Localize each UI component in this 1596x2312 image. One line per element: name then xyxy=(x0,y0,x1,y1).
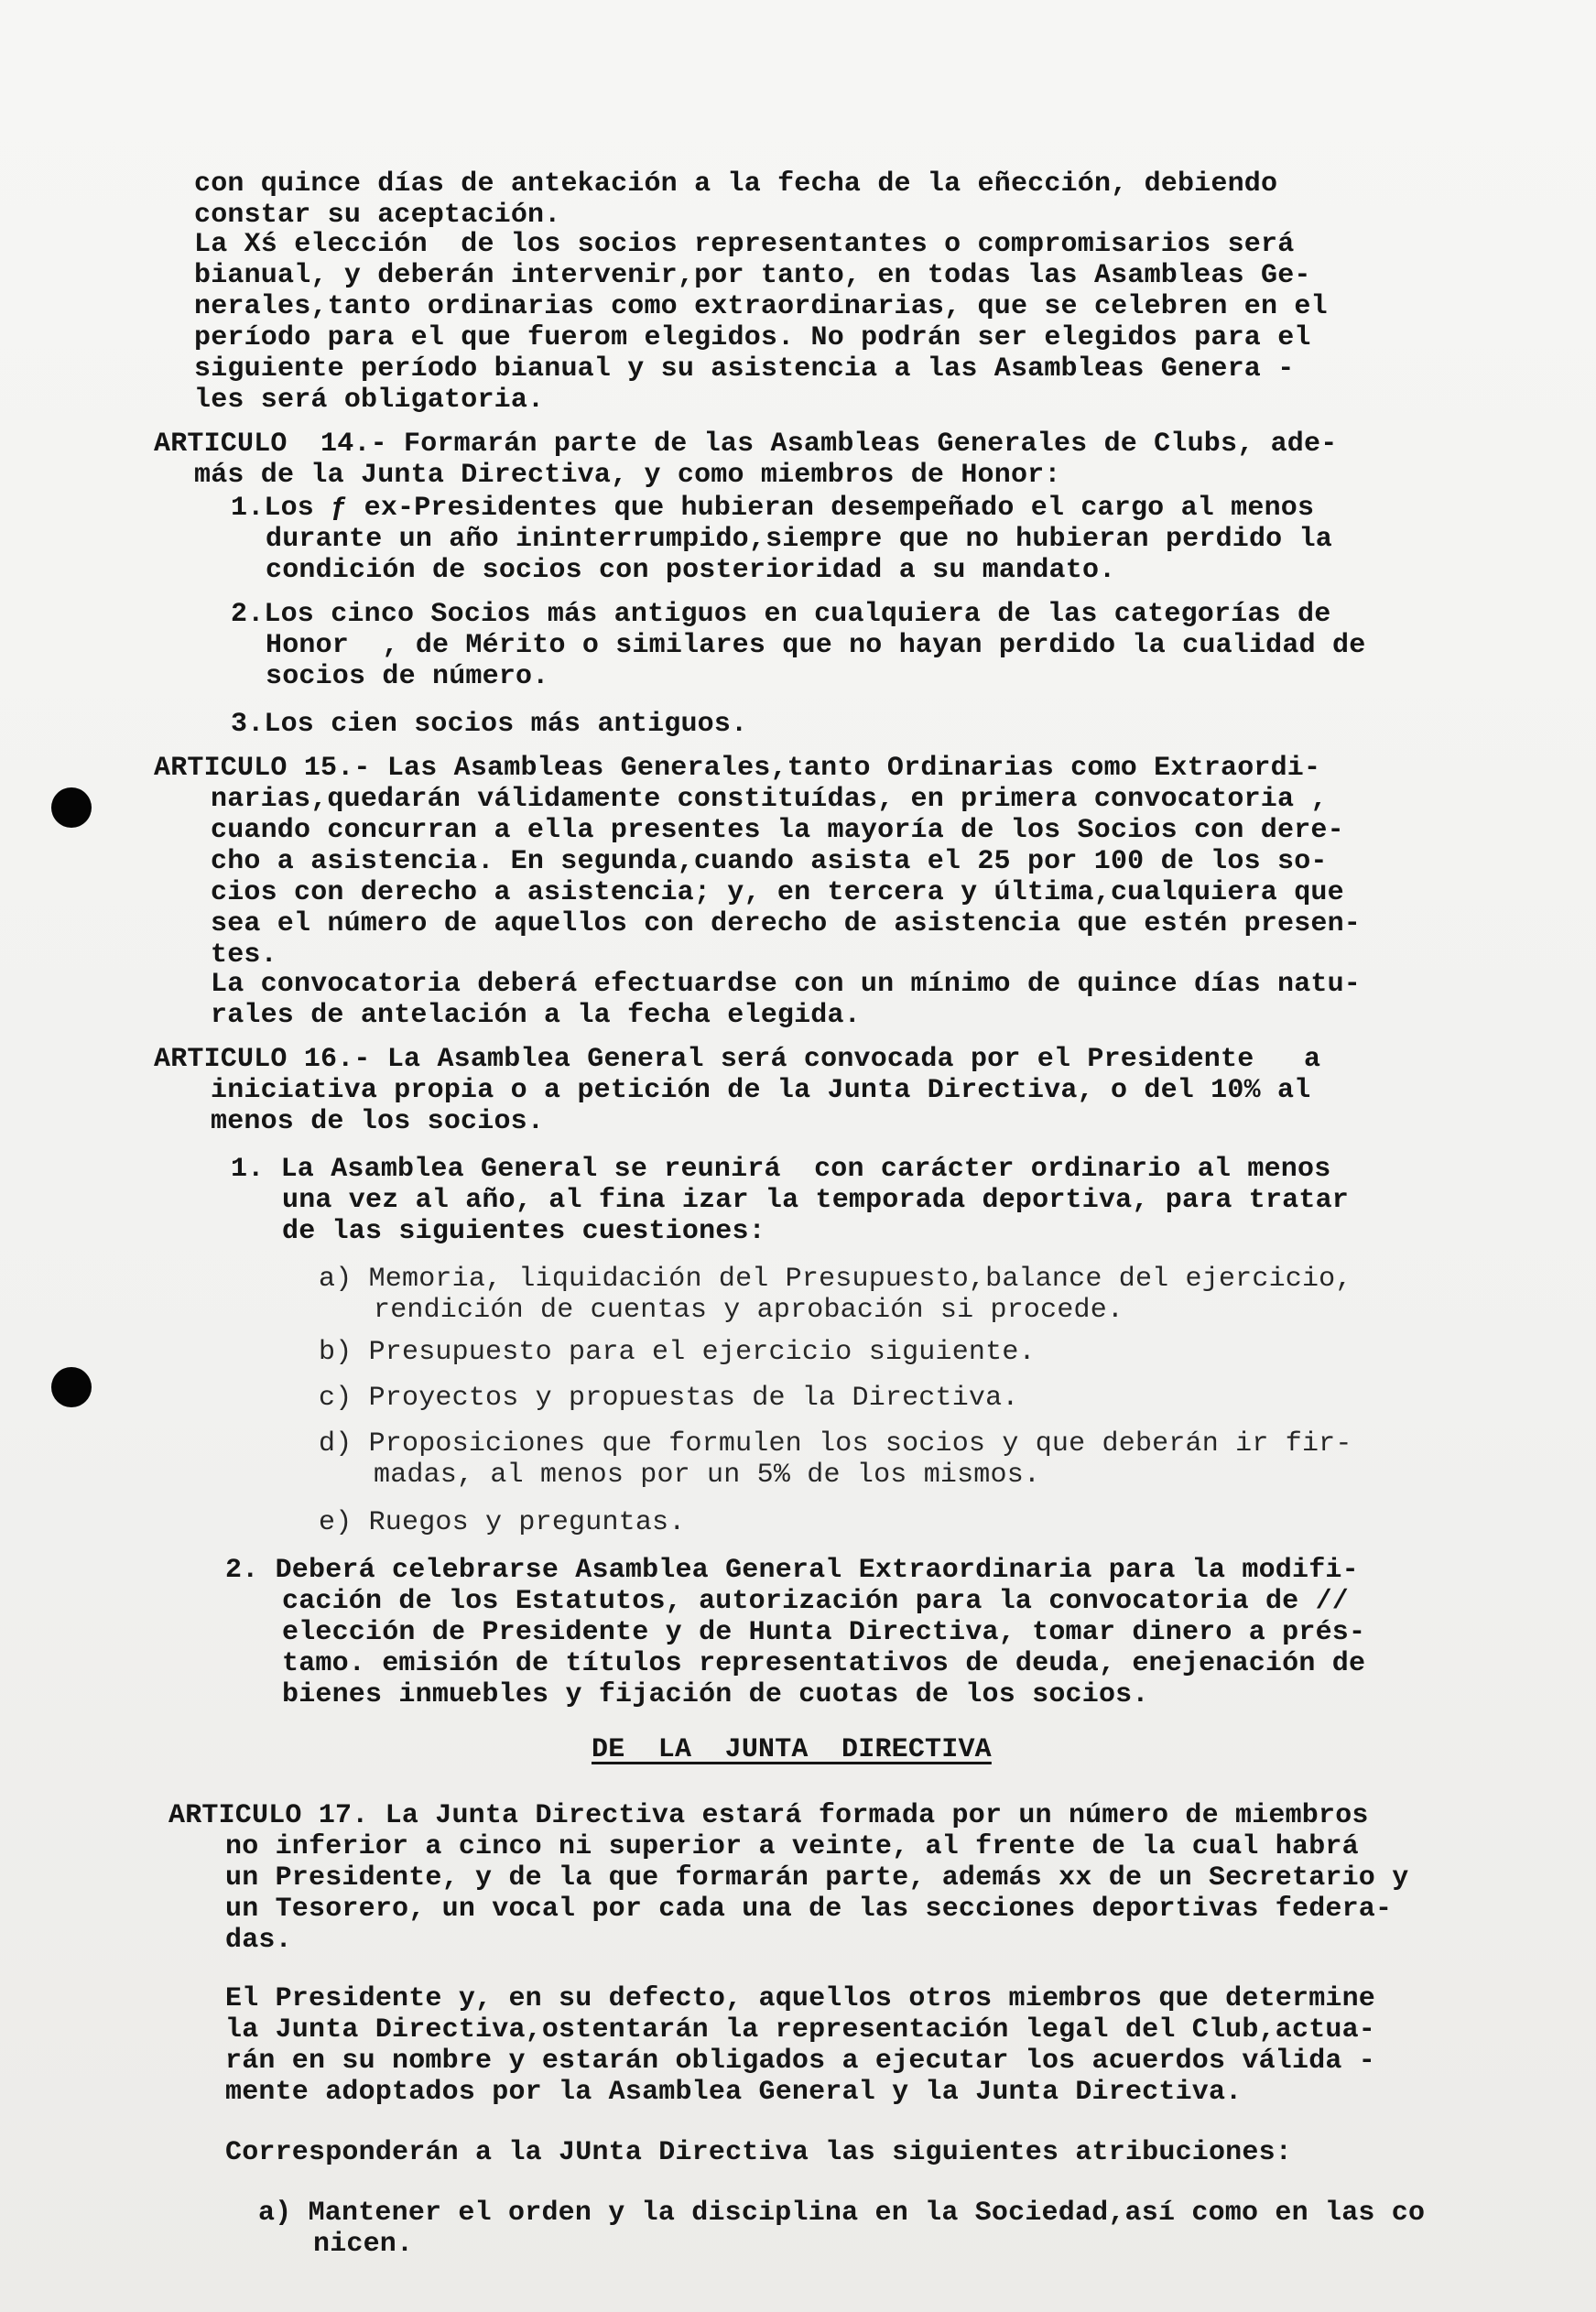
list-item: 1. La Asamblea General se reunirá con carácter ordinario al menos xyxy=(231,1154,1331,1185)
article-15-heading: ARTICULO 15.- Las Asambleas Generales,tanto Ordinarias como Extraordi- xyxy=(154,753,1321,784)
punch-hole-bottom xyxy=(51,1367,92,1407)
text-line: rales de antelación a la fecha elegida. xyxy=(211,1000,861,1031)
article-17-heading: ARTICULO 17. La Junta Directiva estará formada por un número de miembros xyxy=(168,1800,1369,1831)
text-line: tamo. emisión de títulos representativos de deuda, enejenación de xyxy=(282,1648,1366,1679)
article-14-heading: ARTICULO 14.- Formarán parte de las Asambleas Generales de Clubs, ade- xyxy=(154,429,1338,460)
text-line: bianual, y deberán intervenir,por tanto, en todas las Asambleas Ge- xyxy=(194,260,1311,291)
text-line: una vez al año, al fina izar la temporada deportiva, para tratar xyxy=(282,1185,1349,1216)
text-line: bienes inmuebles y fijación de cuotas de los socios. xyxy=(282,1679,1149,1710)
text-line: cuando concurran a ella presentes la mayoría de los Socios con dere- xyxy=(211,815,1344,846)
text-line: cación de los Estatutos, autorización para la convocatoria de // xyxy=(282,1586,1349,1617)
text-line: durante un año ininterrumpido,siempre que no hubieran perdido la xyxy=(266,524,1332,555)
text-line: les será obligatoria. xyxy=(194,385,545,416)
text-line: rán en su nombre y estarán obligados a ejecutar los acuerdos válida - xyxy=(225,2046,1376,2077)
text-line: siguiente período bianual y su asistencia a las Asambleas Genera - xyxy=(194,353,1295,385)
list-item: 1.Los ƒ ex-Presidentes que hubieran desempeñado el cargo al menos xyxy=(231,493,1315,524)
list-item: a) Memoria, liquidación del Presupuesto,balance del ejercicio, xyxy=(319,1264,1352,1295)
text-line: tes. xyxy=(211,939,277,971)
list-item: 2.Los cinco Socios más antiguos en cualquiera de las categorías de xyxy=(231,599,1331,630)
text-line: con quince días de antekación a la fecha de la eñección, debiendo xyxy=(194,168,1278,200)
text-line: mente adoptados por la Asamblea General y la Junta Directiva. xyxy=(225,2077,1243,2108)
text-line: Corresponderán a la JUnta Directiva las siguientes atribuciones: xyxy=(225,2137,1292,2168)
text-line: narias,quedarán válidamente constituídas, en primera convocatoria , xyxy=(211,784,1328,815)
list-item: e) Ruegos y preguntas. xyxy=(319,1507,686,1538)
text-line: madas, al menos por un 5% de los mismos. xyxy=(374,1460,1041,1491)
list-item: 3.Los cien socios más antiguos. xyxy=(231,709,748,740)
text-line: condición de socios con posterioridad a su mandato. xyxy=(266,555,1116,586)
text-line: La convocatoria deberá efectuardse con un mínimo de quince días natu- xyxy=(211,969,1362,1000)
text-line: sea el número de aquellos con derecho de asistencia que estén presen- xyxy=(211,908,1362,939)
text-line: un Presidente, y de la que formarán parte, además xx de un Secretario y xyxy=(225,1862,1409,1894)
text-line: cho a asistencia. En segunda,cuando asista el 25 por 100 de los so- xyxy=(211,846,1328,877)
text-line: más de la Junta Directiva, y como miembros de Honor: xyxy=(194,460,1061,491)
text-line: das. xyxy=(225,1925,292,1956)
section-heading-junta-directiva: DE LA JUNTA DIRECTIVA xyxy=(592,1734,992,1765)
list-item: b) Presupuesto para el ejercicio siguiente. xyxy=(319,1337,1036,1368)
text-line: rendición de cuentas y aprobación si procede. xyxy=(374,1295,1124,1326)
list-item: 2. Deberá celebrarse Asamblea General Extraordinaria para la modifi- xyxy=(225,1555,1359,1586)
list-item: d) Proposiciones que formulen los socios y que deberán ir fir- xyxy=(319,1428,1352,1460)
text-line: constar su aceptación. xyxy=(194,200,561,231)
text-line: La Xś elección de los socios representantes o compromisarios será xyxy=(194,229,1295,260)
list-item: c) Proyectos y propuestas de la Directiva. xyxy=(319,1383,1019,1414)
list-item: a) Mantener el orden y la disciplina en la Sociedad,así como en las co xyxy=(258,2198,1426,2229)
text-line: nerales,tanto ordinarias como extraordinarias, que se celebren en el xyxy=(194,291,1328,322)
text-line: socios de número. xyxy=(266,661,549,692)
text-line: iniciativa propia o a petición de la Junta Directiva, o del 10% al xyxy=(211,1075,1311,1106)
text-line: un Tesorero, un vocal por cada una de las secciones deportivas federa- xyxy=(225,1894,1393,1925)
text-line: no inferior a cinco ni superior a veinte, al frente de la cual habrá xyxy=(225,1831,1359,1862)
text-line: la Junta Directiva,ostentarán la representación legal del Club,actua- xyxy=(225,2014,1376,2046)
text-line: de las siguientes cuestiones: xyxy=(282,1216,765,1247)
text-line: El Presidente y, en su defecto, aquellos otros miembros que determine xyxy=(225,1983,1376,2014)
punch-hole-top xyxy=(51,787,92,828)
article-16-heading: ARTICULO 16.- La Asamblea General será convocada por el Presidente a xyxy=(154,1044,1321,1075)
text-line: nicen. xyxy=(313,2229,414,2260)
text-line: menos de los socios. xyxy=(211,1106,545,1137)
text-line: elección de Presidente y de Hunta Directiva, tomar dinero a prés- xyxy=(282,1617,1366,1648)
text-line: cios con derecho a asistencia; y, en tercera y última,cualquiera que xyxy=(211,877,1344,908)
text-line: Honor , de Mérito o similares que no hayan perdido la cualidad de xyxy=(266,630,1366,661)
text-line: período para el que fuerom elegidos. No podrán ser elegidos para el xyxy=(194,322,1311,353)
